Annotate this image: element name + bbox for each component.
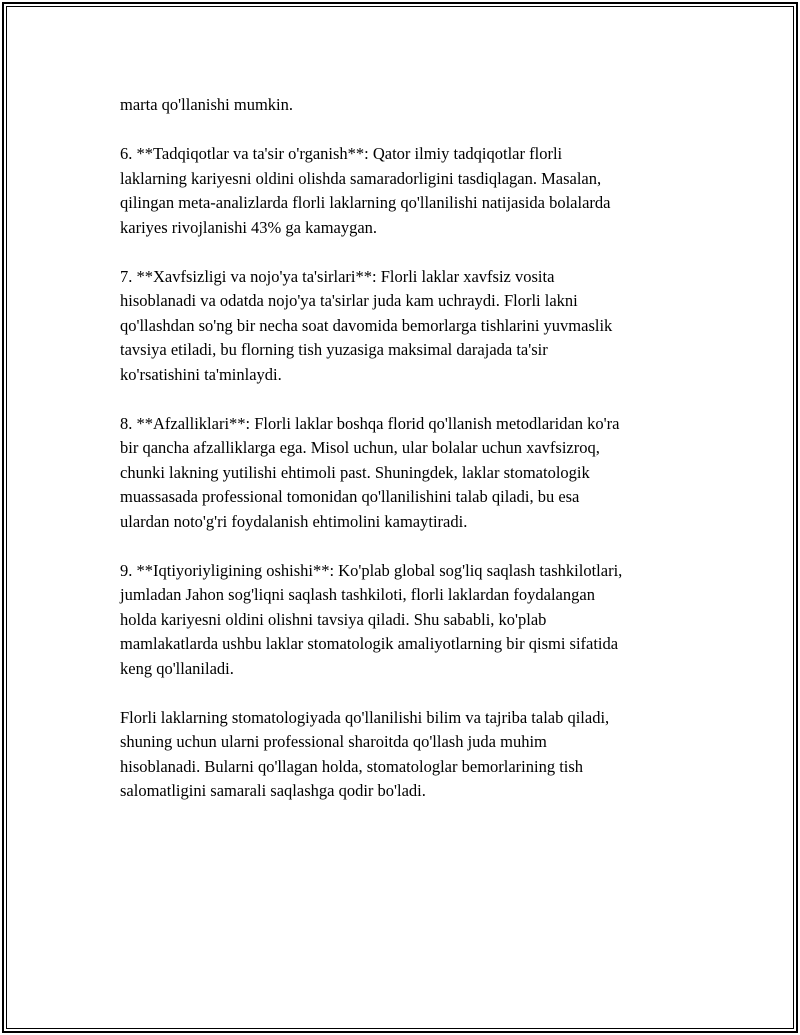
text-line: shuning uchun ularni professional sharoitda qo'llash juda muhim [120, 732, 547, 751]
text-line: muassasada professional tomonidan qo'llanilishini talab qiladi, bu esa [120, 487, 580, 506]
text-line: tavsiya etiladi, bu florning tish yuzasiga maksimal darajada ta'sir [120, 340, 548, 359]
text-line: holda kariyesni oldini olishni tavsiya qiladi. Shu sababli, ko'plab [120, 609, 547, 629]
text-line: mamlakatlarda ushbu laklar stomatologik amaliyotlarning bir qismi sifatida [120, 634, 619, 653]
text-line: kariyes rivojlanishi 43% ga kamaygan. [120, 217, 378, 237]
text-line: 8. **Afzalliklari**: Florli laklar boshqa florid qo'llanish metodlaridan ko'ra [120, 413, 620, 433]
text-line: hisoblanadi. Bularni qo'llagan holda, stomatologlar bemorlarining tish [120, 756, 584, 776]
paragraph-item-9-demand [120, 559, 700, 682]
text-line: salomatligini samarali saqlashga qodir bo'ladi. [120, 781, 426, 800]
text-line: qilingan meta-analizlarda florli laklarning qo'llanilishi natijasida bolalarda [120, 193, 611, 212]
text-line: jumladan Jahon sog'liqni saqlash tashkiloti, florli laklardan foydalangan [120, 585, 595, 604]
text-line: bir qancha afzalliklarga ega. Misol uchun, ular bolalar uchun xavfsizroq, [120, 438, 600, 457]
document-body [120, 93, 700, 828]
paragraph-conclusion [120, 706, 700, 804]
text-line: marta qo'llanishi mumkin. [120, 95, 293, 114]
text-line: chunki lakning yutilishi ehtimoli past. Shuningdek, laklar stomatologik [120, 462, 590, 482]
text-line: qo'llashdan so'ng bir necha soat davomida bemorlarga tishlarini yuvmaslik [120, 315, 613, 335]
text-line: hisoblanadi va odatda nojo'ya ta'sirlar juda kam uchraydi. Florli lakni [120, 291, 578, 310]
text-line: 6. **Tadqiqotlar va ta'sir o'rganish**: Qator ilmiy tadqiqotlar florli [120, 144, 563, 163]
paragraph-item-6-research [120, 142, 700, 240]
paragraph-item-8-advantages [120, 412, 700, 535]
paragraph-continuation [120, 93, 700, 118]
page-border [2, 2, 798, 1033]
paragraph-item-7-safety [120, 265, 700, 388]
text-line: laklarning kariyesni oldini olishda samaradorligini tasdiqlagan. Masalan, [120, 168, 602, 188]
text-line: keng qo'llaniladi. [120, 658, 234, 678]
text-line: ko'rsatishini ta'minlaydi. [120, 364, 282, 384]
text-line: Florli laklarning stomatologiyada qo'llanilishi bilim va tajriba talab qiladi, [120, 707, 610, 727]
text-line: 9. **Iqtiyoriyligining oshishi**: Ko'plab global sog'liq saqlash tashkilotlari, [120, 560, 623, 580]
text-line: ulardan noto'g'ri foydalanish ehtimolini kamaytiradi. [120, 511, 468, 531]
text-line: 7. **Xavfsizligi va nojo'ya ta'sirlari**: Florli laklar xavfsiz vosita [120, 266, 555, 286]
